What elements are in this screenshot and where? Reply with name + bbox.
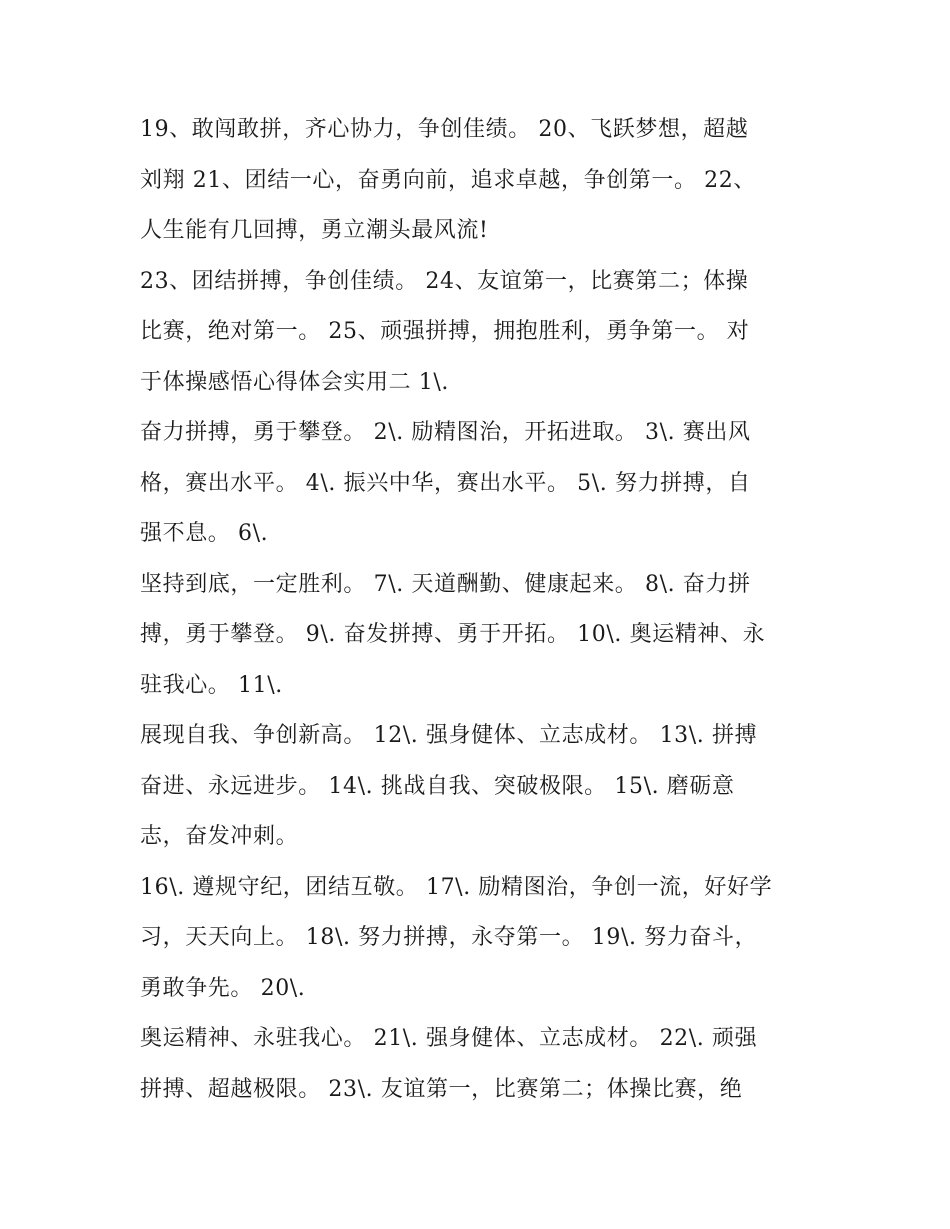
text-line: 19、敢闯敢拼，齐心协力，争创佳绩。 20、飞跃梦想，超越 (140, 117, 749, 142)
text-line: 坚持到底，一定胜利。 7\. 天道酬勤、健康起来。 8\. 奋力拼 (140, 571, 751, 597)
text-line: 搏，勇于攀登。 9\. 奋发拼搏、勇于开拓。 10\. 奥运精神、永 (140, 622, 766, 647)
text-line: 拼搏、超越极限。 23\. 友谊第一，比赛第二；体操比赛，绝 (140, 1076, 743, 1102)
text-line: 比赛，绝对第一。 25、顽强拼搏，拥抱胜利，勇争第一。 对 (140, 319, 750, 344)
text-line: 奋进、永远进步。 14\. 挑战自我、突破极限。 15\. 磨砺意 (140, 773, 735, 799)
text-line: 于体操感悟心得体会实用二 1\. (140, 369, 449, 395)
text-line: 志，奋发冲刺。 (140, 824, 299, 849)
text-line: 驻我心。 11\. (140, 672, 283, 698)
text-line: 勇敢争先。 20\. (140, 975, 306, 1001)
text-line: 16\. 遵规守纪，团结互敬。 17\. 励精图治，争创一流，好好学 (140, 874, 773, 900)
text-line: 习，天天向上。 18\. 努力拼搏，永夺第一。 19\. 努力奋斗， (140, 925, 758, 950)
document-body (140, 105, 820, 1115)
text-line: 刘翔 21、团结一心，奋勇向前，追求卓越，争创第一。 22、 (140, 167, 756, 193)
text-line: 展现自我、争创新高。 12\. 强身健体、立志成材。 13\. 拼搏 (140, 723, 758, 748)
text-line: 人生能有几回搏，勇立潮头最风流! (140, 218, 489, 243)
text-line: 强不息。 6\. (140, 521, 269, 546)
text-line: 奋力拼搏，勇于攀登。 2\. 励精图治，开拓进取。 3\. 赛出风 (140, 420, 751, 445)
text-line: 23、团结拼搏，争创佳绩。 24、友谊第一，比赛第二；体操 (140, 268, 749, 294)
text-line: 奥运精神、永驻我心。 21\. 强身健体、立志成材。 22\. 顽强 (140, 1026, 758, 1051)
text-line: 格，赛出水平。 4\. 振兴中华，赛出水平。 5\. 努力拼搏，自 (140, 470, 751, 496)
